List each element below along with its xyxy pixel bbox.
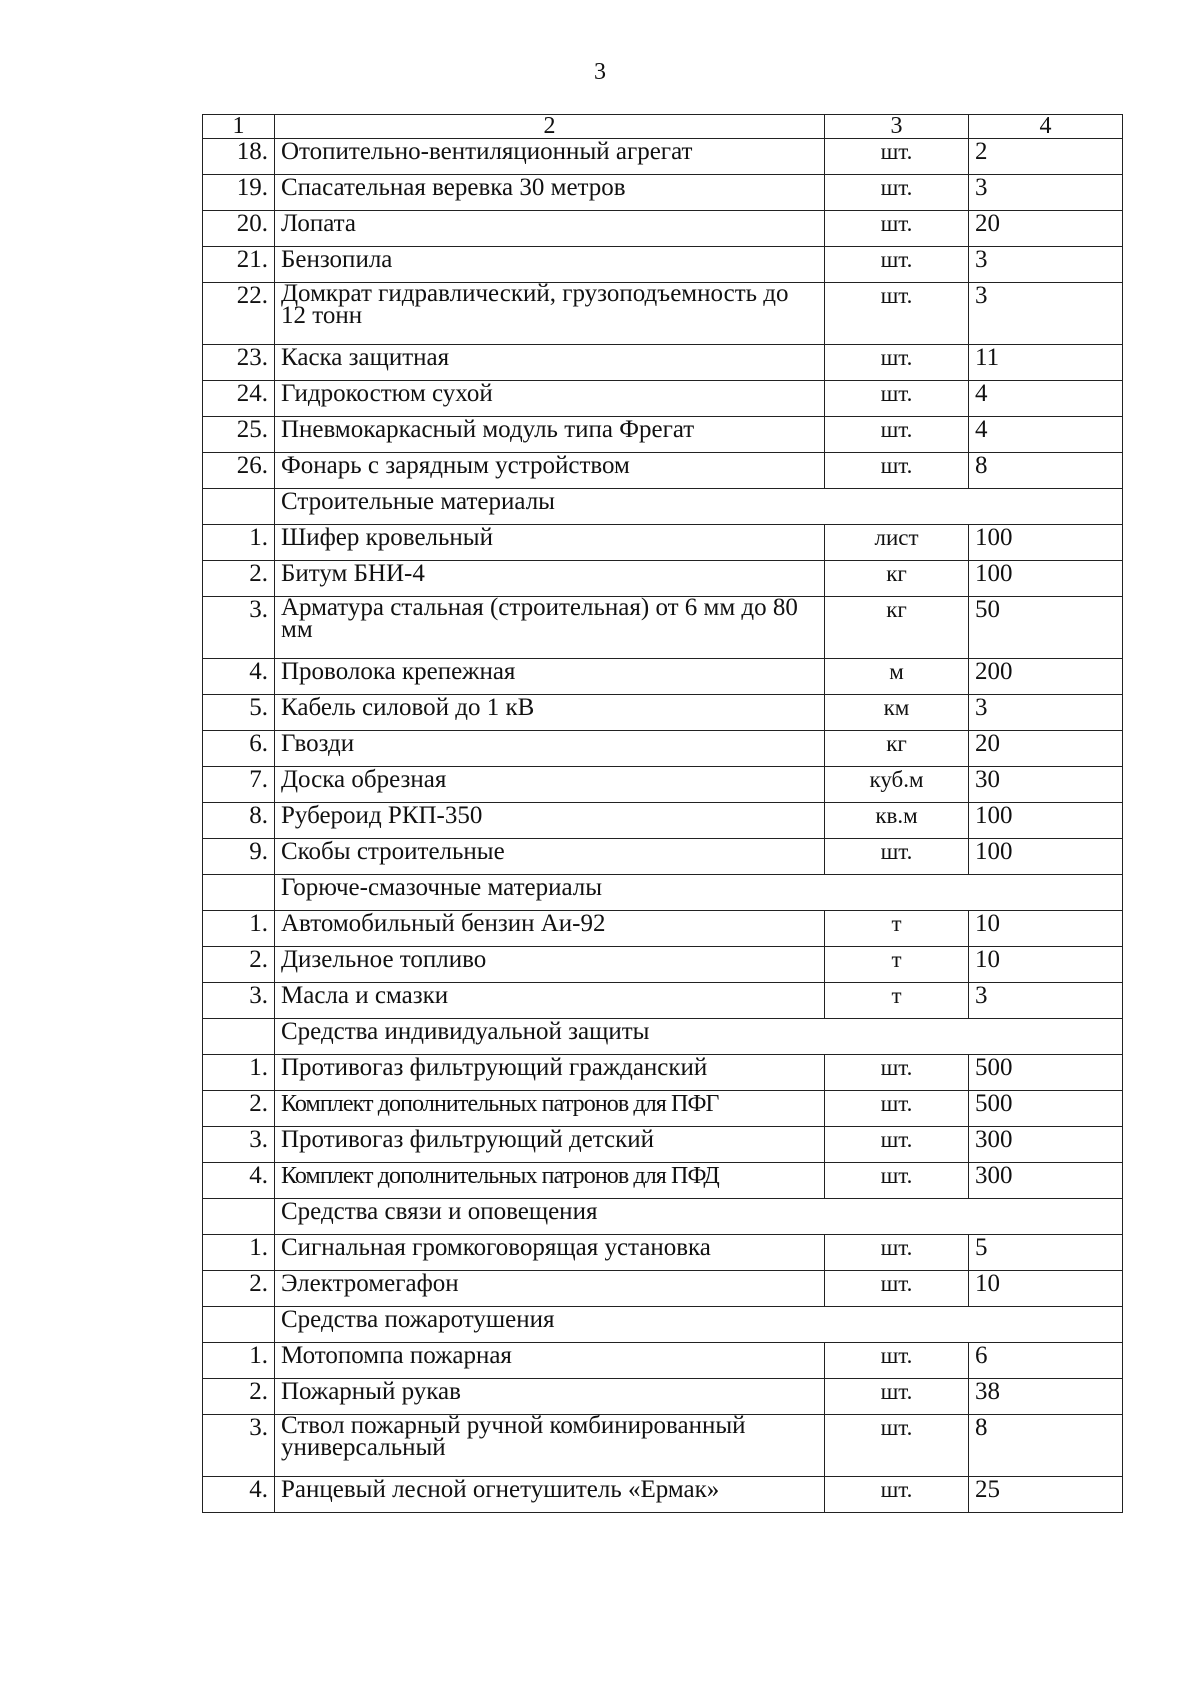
- item-quantity: 3: [969, 247, 1123, 283]
- item-quantity: 4: [969, 381, 1123, 417]
- item-quantity: 100: [969, 525, 1123, 561]
- item-name: Электромегафон: [275, 1271, 825, 1307]
- table-row: [203, 803, 1123, 839]
- item-name: Ствол пожарный ручной комбинированный универсальный: [275, 1415, 825, 1477]
- item-unit: лист: [825, 525, 969, 561]
- table-row: [203, 597, 1123, 659]
- row-number: 22.: [203, 283, 275, 345]
- item-name: Дизельное топливо: [275, 947, 825, 983]
- item-name: Гидрокостюм сухой: [275, 381, 825, 417]
- item-quantity: 3: [969, 695, 1123, 731]
- row-number: 2.: [203, 1091, 275, 1127]
- item-unit: м: [825, 659, 969, 695]
- item-name: Противогаз фильтрующий гражданский: [275, 1055, 825, 1091]
- item-quantity: 20: [969, 731, 1123, 767]
- item-quantity: 11: [969, 345, 1123, 381]
- item-unit: шт.: [825, 1055, 969, 1091]
- table-row: [203, 345, 1123, 381]
- section-title: Средства пожаротушения: [275, 1307, 1123, 1343]
- row-number: 1.: [203, 525, 275, 561]
- item-quantity: 30: [969, 767, 1123, 803]
- item-quantity: 38: [969, 1379, 1123, 1415]
- table-row: [203, 1235, 1123, 1271]
- item-unit: шт.: [825, 453, 969, 489]
- item-name: Доска обрезная: [275, 767, 825, 803]
- item-quantity: 300: [969, 1163, 1123, 1199]
- item-unit: кг: [825, 561, 969, 597]
- item-quantity: 5: [969, 1235, 1123, 1271]
- table-row: [203, 659, 1123, 695]
- item-unit: шт.: [825, 1235, 969, 1271]
- row-number: 4.: [203, 1477, 275, 1513]
- item-unit: км: [825, 695, 969, 731]
- item-unit: шт.: [825, 283, 969, 345]
- row-number: 1.: [203, 1235, 275, 1271]
- section-header-row: [203, 489, 1123, 525]
- item-unit: т: [825, 983, 969, 1019]
- row-number: 24.: [203, 381, 275, 417]
- table-header-row: [203, 115, 1123, 139]
- item-name: Шифер кровельный: [275, 525, 825, 561]
- item-name: Автомобильный бензин Аи-92: [275, 911, 825, 947]
- table-row: [203, 1415, 1123, 1477]
- item-quantity: 2: [969, 139, 1123, 175]
- item-name: Каска защитная: [275, 345, 825, 381]
- item-name: Бензопила: [275, 247, 825, 283]
- item-unit: шт.: [825, 1343, 969, 1379]
- item-name: Скобы строительные: [275, 839, 825, 875]
- table-row: [203, 767, 1123, 803]
- item-unit: шт.: [825, 1477, 969, 1513]
- row-number: 1.: [203, 1055, 275, 1091]
- row-number: 7.: [203, 767, 275, 803]
- row-number: 8.: [203, 803, 275, 839]
- item-unit: шт.: [825, 1379, 969, 1415]
- item-name: Рубероид РКП-350: [275, 803, 825, 839]
- row-number: 23.: [203, 345, 275, 381]
- item-quantity: 10: [969, 1271, 1123, 1307]
- table-row: [203, 731, 1123, 767]
- table-row: [203, 1343, 1123, 1379]
- item-quantity: 50: [969, 597, 1123, 659]
- table-row: [203, 839, 1123, 875]
- item-name: Сигнальная громкоговорящая установка: [275, 1235, 825, 1271]
- row-number: 19.: [203, 175, 275, 211]
- item-unit: т: [825, 947, 969, 983]
- item-name: Проволока крепежная: [275, 659, 825, 695]
- item-name: Мотопомпа пожарная: [275, 1343, 825, 1379]
- item-quantity: 10: [969, 911, 1123, 947]
- table-row: [203, 247, 1123, 283]
- item-name: Масла и смазки: [275, 983, 825, 1019]
- row-number: 21.: [203, 247, 275, 283]
- item-unit: шт.: [825, 417, 969, 453]
- table-row: [203, 947, 1123, 983]
- item-name: Битум БНИ-4: [275, 561, 825, 597]
- row-number: 3.: [203, 1415, 275, 1477]
- item-quantity: 500: [969, 1091, 1123, 1127]
- item-quantity: 25: [969, 1477, 1123, 1513]
- row-number: 25.: [203, 417, 275, 453]
- row-number: 26.: [203, 453, 275, 489]
- item-name: Фонарь с зарядным устройством: [275, 453, 825, 489]
- item-unit: шт.: [825, 381, 969, 417]
- header-col-2: 2: [275, 115, 825, 139]
- item-name: Арматура стальная (строительная) от 6 мм до 80 мм: [275, 597, 825, 659]
- item-unit: шт.: [825, 1163, 969, 1199]
- section-header-row: [203, 1307, 1123, 1343]
- item-quantity: 3: [969, 175, 1123, 211]
- table-body: [203, 115, 1123, 1513]
- header-col-4: 4: [969, 115, 1123, 139]
- table-row: [203, 1091, 1123, 1127]
- item-quantity: 4: [969, 417, 1123, 453]
- item-unit: кг: [825, 597, 969, 659]
- item-name: Лопата: [275, 211, 825, 247]
- table-row: [203, 211, 1123, 247]
- item-name: Спасательная веревка 30 метров: [275, 175, 825, 211]
- item-unit: шт.: [825, 345, 969, 381]
- row-number: 5.: [203, 695, 275, 731]
- item-quantity: 10: [969, 947, 1123, 983]
- item-name: Гвозди: [275, 731, 825, 767]
- item-unit: т: [825, 911, 969, 947]
- section-header-row: [203, 1019, 1123, 1055]
- table-row: [203, 1163, 1123, 1199]
- item-quantity: 3: [969, 983, 1123, 1019]
- item-name: Противогаз фильтрующий детский: [275, 1127, 825, 1163]
- item-unit: шт.: [825, 175, 969, 211]
- section-blank-cell: [203, 1307, 275, 1343]
- header-col-3: 3: [825, 115, 969, 139]
- table-row: [203, 1477, 1123, 1513]
- section-blank-cell: [203, 1019, 275, 1055]
- section-title: Средства индивидуальной защиты: [275, 1019, 1123, 1055]
- table-row: [203, 561, 1123, 597]
- row-number: 18.: [203, 139, 275, 175]
- section-title: Горюче-смазочные материалы: [275, 875, 1123, 911]
- row-number: 6.: [203, 731, 275, 767]
- item-name: Комплект дополнительных патронов для ПФД: [275, 1163, 825, 1199]
- equipment-table: [202, 114, 1123, 1513]
- row-number: 1.: [203, 911, 275, 947]
- row-number: 1.: [203, 1343, 275, 1379]
- section-title: Строительные материалы: [275, 489, 1123, 525]
- item-quantity: 100: [969, 561, 1123, 597]
- item-unit: шт.: [825, 1271, 969, 1307]
- item-name: Пожарный рукав: [275, 1379, 825, 1415]
- item-unit: шт.: [825, 1415, 969, 1477]
- row-number: 20.: [203, 211, 275, 247]
- item-quantity: 200: [969, 659, 1123, 695]
- item-quantity: 6: [969, 1343, 1123, 1379]
- row-number: 2.: [203, 947, 275, 983]
- table-row: [203, 175, 1123, 211]
- table-row: [203, 1271, 1123, 1307]
- page-number: 3: [594, 59, 606, 85]
- table-row: [203, 1127, 1123, 1163]
- section-blank-cell: [203, 489, 275, 525]
- item-quantity: 100: [969, 839, 1123, 875]
- item-name: Ранцевый лесной огнетушитель «Ермак»: [275, 1477, 825, 1513]
- table-row: [203, 1379, 1123, 1415]
- item-quantity: 500: [969, 1055, 1123, 1091]
- item-unit: шт.: [825, 1127, 969, 1163]
- item-quantity: 8: [969, 1415, 1123, 1477]
- item-name: Кабель силовой до 1 кВ: [275, 695, 825, 731]
- section-header-row: [203, 875, 1123, 911]
- row-number: 2.: [203, 1271, 275, 1307]
- table-row: [203, 911, 1123, 947]
- item-quantity: 3: [969, 283, 1123, 345]
- item-unit: шт.: [825, 211, 969, 247]
- item-unit: шт.: [825, 139, 969, 175]
- section-title: Средства связи и оповещения: [275, 1199, 1123, 1235]
- section-blank-cell: [203, 875, 275, 911]
- item-name: Отопительно-вентиляционный агрегат: [275, 139, 825, 175]
- row-number: 2.: [203, 1379, 275, 1415]
- table-row: [203, 453, 1123, 489]
- table-row: [203, 417, 1123, 453]
- row-number: 9.: [203, 839, 275, 875]
- table-row: [203, 1055, 1123, 1091]
- table-row: [203, 695, 1123, 731]
- item-quantity: 100: [969, 803, 1123, 839]
- table-row: [203, 283, 1123, 345]
- header-col-1: 1: [203, 115, 275, 139]
- table-row: [203, 983, 1123, 1019]
- table-row: [203, 139, 1123, 175]
- item-unit: кг: [825, 731, 969, 767]
- item-quantity: 300: [969, 1127, 1123, 1163]
- row-number: 4.: [203, 1163, 275, 1199]
- row-number: 2.: [203, 561, 275, 597]
- item-unit: кв.м: [825, 803, 969, 839]
- row-number: 4.: [203, 659, 275, 695]
- item-unit: шт.: [825, 247, 969, 283]
- row-number: 3.: [203, 597, 275, 659]
- table-row: [203, 525, 1123, 561]
- item-unit: шт.: [825, 839, 969, 875]
- item-quantity: 20: [969, 211, 1123, 247]
- item-name: Домкрат гидравлический, грузоподъемность до 12 тонн: [275, 283, 825, 345]
- section-blank-cell: [203, 1199, 275, 1235]
- item-unit: шт.: [825, 1091, 969, 1127]
- item-quantity: 8: [969, 453, 1123, 489]
- row-number: 3.: [203, 1127, 275, 1163]
- item-name: Комплект дополнительных патронов для ПФГ: [275, 1091, 825, 1127]
- item-name: Пневмокаркасный модуль типа Фрегат: [275, 417, 825, 453]
- item-unit: куб.м: [825, 767, 969, 803]
- table-row: [203, 381, 1123, 417]
- section-header-row: [203, 1199, 1123, 1235]
- row-number: 3.: [203, 983, 275, 1019]
